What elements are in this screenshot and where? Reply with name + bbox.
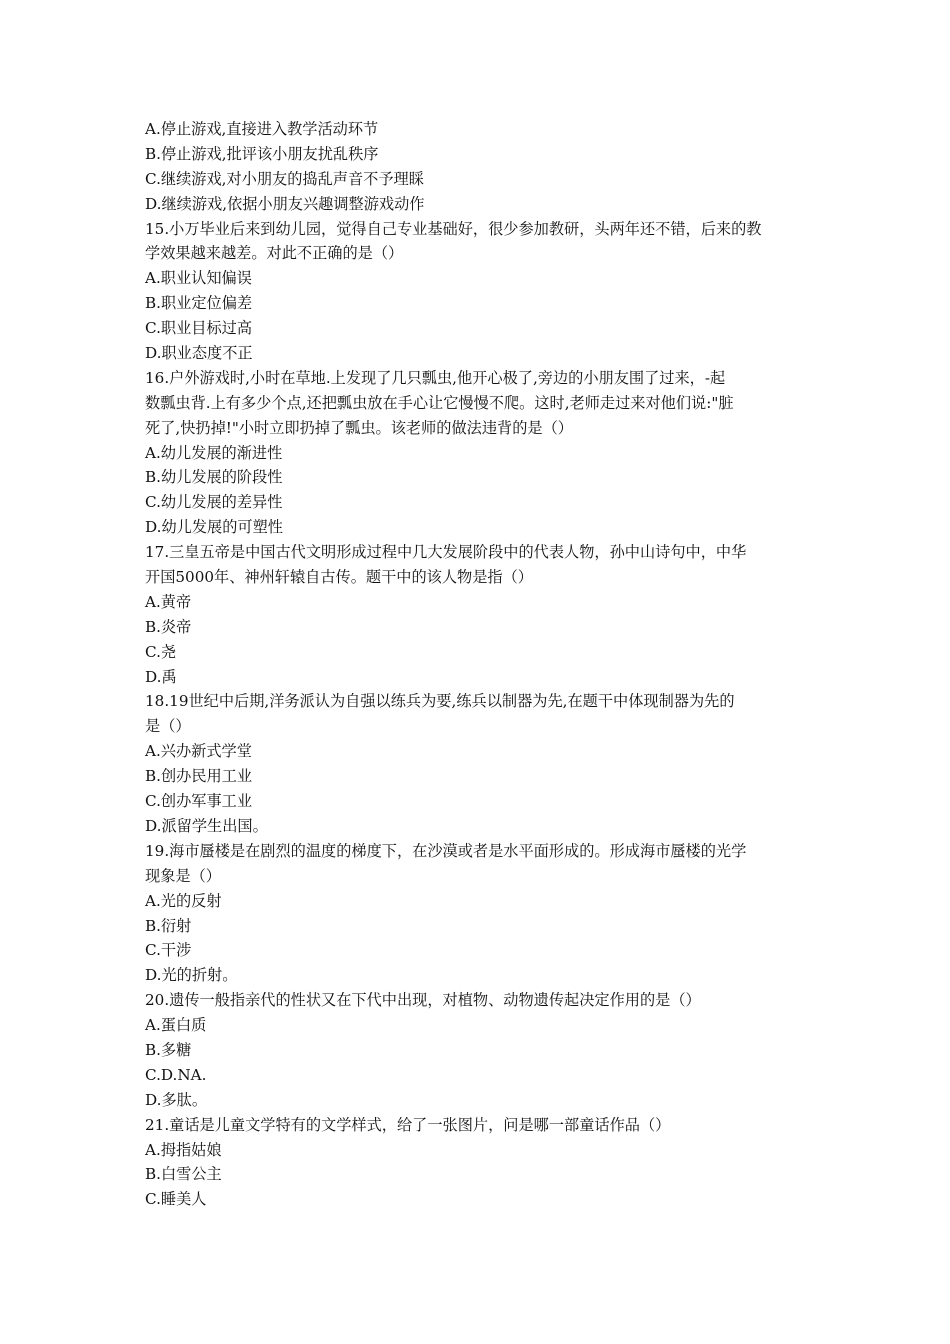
- question-stem-line: 15.小万毕业后来到幼儿园，觉得自己专业基础好，很少参加教研，头两年还不错，后来的教: [145, 219, 762, 238]
- option-line: B.衍射: [145, 916, 192, 935]
- question-list: [145, 217, 815, 1213]
- document-page: [145, 117, 815, 1212]
- question-stem-line: 21.童话是儿童文学特有的文学样式，给了一张图片，问是哪一部童话作品（）: [145, 1115, 671, 1134]
- answer-options: [145, 266, 815, 366]
- leading-options: [145, 117, 815, 217]
- option-line: B.白雪公主: [145, 1165, 222, 1184]
- option-line: B.炎帝: [145, 617, 192, 636]
- question-stem: [145, 1113, 815, 1138]
- question-item: [145, 1113, 815, 1213]
- question-stem: [145, 540, 815, 590]
- option-line: C.睡美人: [145, 1190, 207, 1209]
- option-line: B.幼儿发展的阶段性: [145, 468, 283, 487]
- option-line: C.尧: [145, 642, 177, 661]
- question-stem: [145, 689, 815, 739]
- option-line: C.干涉: [145, 941, 192, 960]
- option-line: A.停止游戏,直接进入教学活动环节: [145, 120, 379, 138]
- question-stem: [145, 366, 815, 441]
- option-line: B.多糖: [145, 1040, 192, 1059]
- option-line: A.黄帝: [145, 592, 192, 611]
- option-line: D.继续游戏,依据小朋友兴趣调整游戏动作: [145, 194, 425, 213]
- option-line: C.创办军事工业: [145, 792, 253, 811]
- answer-options: [145, 1138, 815, 1213]
- option-line: D.派留学生出国。: [145, 816, 268, 835]
- question-item: [145, 839, 815, 988]
- question-item: [145, 217, 815, 366]
- question-stem: [145, 217, 815, 267]
- option-line: B.停止游戏,批评该小朋友扰乱秩序: [145, 144, 379, 163]
- question-stem-line: 18.19世纪中后期,洋务派认为自强以练兵为要,练兵以制器为先,在题干中体现制器为先的: [145, 692, 735, 711]
- option-line: D.多肽。: [145, 1090, 208, 1109]
- option-line: A.幼儿发展的渐进性: [145, 443, 283, 462]
- option-line: A.兴办新式学堂: [145, 742, 252, 761]
- question-stem: [145, 988, 815, 1013]
- answer-options: [145, 590, 815, 690]
- question-item: [145, 988, 815, 1112]
- option-line: D.禹: [145, 667, 177, 686]
- option-line: A.光的反射: [145, 891, 222, 910]
- question-item: [145, 540, 815, 689]
- option-line: C.幼儿发展的差异性: [145, 493, 283, 512]
- answer-options: [145, 739, 815, 839]
- question-stem-line: 开国5000年、神州轩辕自古传。题干中的该人物是指（）: [145, 568, 533, 587]
- option-line: C.职业目标过高: [145, 319, 253, 338]
- question-item: [145, 366, 815, 540]
- question-stem-line: 16.户外游戏时,小时在草地.上发现了几只瓢虫,他开心极了,旁边的小朋友围了过来，-起: [145, 368, 726, 387]
- option-line: A.蛋白质: [145, 1016, 207, 1035]
- question-stem-line: 19.海市蜃楼是在剧烈的温度的梯度下，在沙漠或者是水平面形成的。形成海市蜃楼的光学: [145, 841, 747, 860]
- option-line: D.职业态度不正: [145, 344, 253, 363]
- question-stem: [145, 839, 815, 889]
- option-line: C.继续游戏,对小朋友的捣乱声音不予理睬: [145, 169, 424, 188]
- question-stem-line: 17.三皇五帝是中国古代文明形成过程中几大发展阶段中的代表人物，孙中山诗句中，中华: [145, 543, 747, 562]
- option-line: C.D.NA.: [145, 1065, 207, 1084]
- option-line: B.创办民用工业: [145, 767, 253, 786]
- answer-options: [145, 889, 815, 989]
- option-line: A.拇指姑娘: [145, 1140, 222, 1159]
- question-stem-line: 现象是（）: [145, 866, 221, 885]
- option-line: A.职业认知偏误: [145, 269, 252, 288]
- option-line: D.光的折射。: [145, 966, 238, 985]
- option-line: D.幼儿发展的可塑性: [145, 518, 283, 537]
- answer-options: [145, 1013, 815, 1113]
- answer-options: [145, 441, 815, 541]
- question-stem-line: 20.遗传一般指亲代的性状又在下代中出现，对植物、动物遗传起决定作用的是（）: [145, 991, 701, 1010]
- question-stem-line: 是（）: [145, 717, 191, 736]
- question-stem-line: 死了,快扔掉!"小时立即扔掉了瓢虫。该老师的做法违背的是（）: [145, 418, 573, 437]
- question-item: [145, 689, 815, 838]
- question-stem-line: 学效果越来越差。对此不正确的是（）: [145, 244, 404, 263]
- option-line: B.职业定位偏差: [145, 294, 253, 313]
- question-stem-line: 数瓢虫背.上有多少个点,还把瓢虫放在手心让它慢慢不爬。这时,老师走过来对他们说:"脏: [145, 393, 734, 412]
